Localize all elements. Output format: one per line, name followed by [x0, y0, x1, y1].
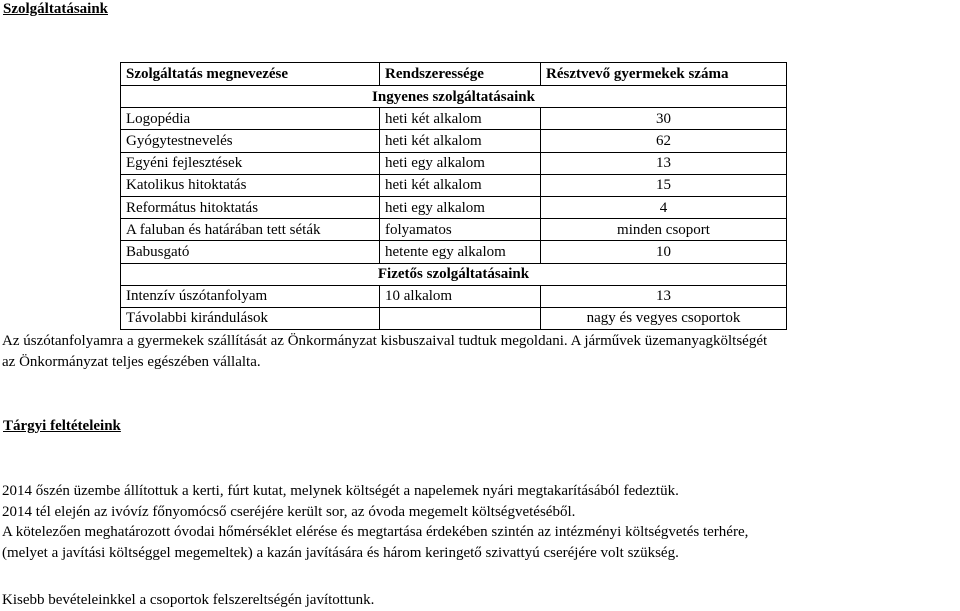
table-row — [121, 196, 787, 218]
frequency-cell: heti két alkalom — [380, 130, 541, 152]
table-row — [121, 174, 787, 196]
facilities-paragraph — [2, 481, 748, 563]
table-row — [121, 108, 787, 130]
frequency-cell: 10 alkalom — [380, 285, 541, 307]
table-row — [121, 152, 787, 174]
participants-cell: 13 — [541, 152, 787, 174]
frequency-cell — [380, 307, 541, 329]
participants-cell: minden csoport — [541, 219, 787, 241]
header-cell: Rendszeressége — [380, 63, 541, 86]
paragraph-line: (melyet a javítási költséggel megemeltek) a kazán javítására és három keringető szivattyú cseréjére volt szükség. — [2, 544, 679, 561]
participants-cell: 13 — [541, 285, 787, 307]
services-table — [120, 62, 787, 330]
transport-paragraph — [2, 331, 767, 372]
participants-cell: 15 — [541, 174, 787, 196]
service-name-cell: Katolikus hitoktatás — [121, 174, 380, 196]
table-row — [121, 219, 787, 241]
service-name-cell: Intenzív úszótanfolyam — [121, 285, 380, 307]
table-row — [121, 307, 787, 329]
service-name-cell: Egyéni fejlesztések — [121, 152, 380, 174]
paragraph-line: Az úszótanfolyamra a gyermekek szállítását az Önkormányzat kisbuszaival tudtuk megoldani. A járművek üzemanyagköltségét — [2, 333, 768, 349]
participants-cell: 10 — [541, 241, 787, 263]
heading-szolgaltatasaink: Szolgáltatásaink — [3, 1, 109, 17]
service-name-cell: Gyógytestnevelés — [121, 130, 380, 152]
header-cell: Résztvevő gyermekek száma — [541, 63, 787, 86]
frequency-cell: folyamatos — [380, 219, 541, 241]
table-header-row — [121, 63, 787, 86]
table-row — [121, 241, 787, 263]
section-free-label: Ingyenes szolgáltatásaink — [121, 86, 787, 108]
participants-cell: 62 — [541, 130, 787, 152]
service-name-cell: Logopédia — [121, 108, 380, 130]
frequency-cell: heti két alkalom — [380, 174, 541, 196]
closing-paragraph: Kisebb bevételeinkkel a csoportok felszereltségén javítottunk. — [2, 592, 375, 608]
section-row — [121, 86, 787, 108]
service-name-cell: Református hitoktatás — [121, 196, 380, 218]
frequency-cell: heti egy alkalom — [380, 152, 541, 174]
service-name-cell: Távolabbi kirándulások — [121, 307, 380, 329]
participants-cell: 4 — [541, 196, 787, 218]
paragraph-line: 2014 őszén üzembe állítottuk a kerti, fúrt kutat, melynek költségét a napelemek nyári megtakarításából fedeztük. — [2, 483, 679, 499]
frequency-cell: hetente egy alkalom — [380, 241, 541, 263]
frequency-cell: heti egy alkalom — [380, 196, 541, 218]
service-name-cell: A faluban és határában tett séták — [121, 219, 380, 241]
header-cell: Szolgáltatás megnevezése — [121, 63, 380, 86]
participants-cell: 30 — [541, 108, 787, 130]
paragraph-line: 2014 tél elején az ivóvíz főnyomócső cseréjére került sor, az óvoda megemelt költségvetéséből. — [2, 503, 576, 520]
section-row — [121, 263, 787, 285]
service-name-cell: Babusgató — [121, 241, 380, 263]
table-row — [121, 285, 787, 307]
heading-targyi-felteteleink: Tárgyi feltételeink — [3, 418, 121, 434]
paragraph-line: A kötelezően meghatározott óvodai hőmérséklet elérése és megtartása érdekében szintén az intézményi költségvetés terhére, — [2, 524, 749, 540]
frequency-cell: heti két alkalom — [380, 108, 541, 130]
paragraph-line: az Önkormányzat teljes egészében vállalta. — [2, 353, 261, 370]
participants-cell: nagy és vegyes csoportok — [541, 307, 787, 329]
table-row — [121, 130, 787, 152]
section-paid-label: Fizetős szolgáltatásaink — [121, 263, 787, 285]
